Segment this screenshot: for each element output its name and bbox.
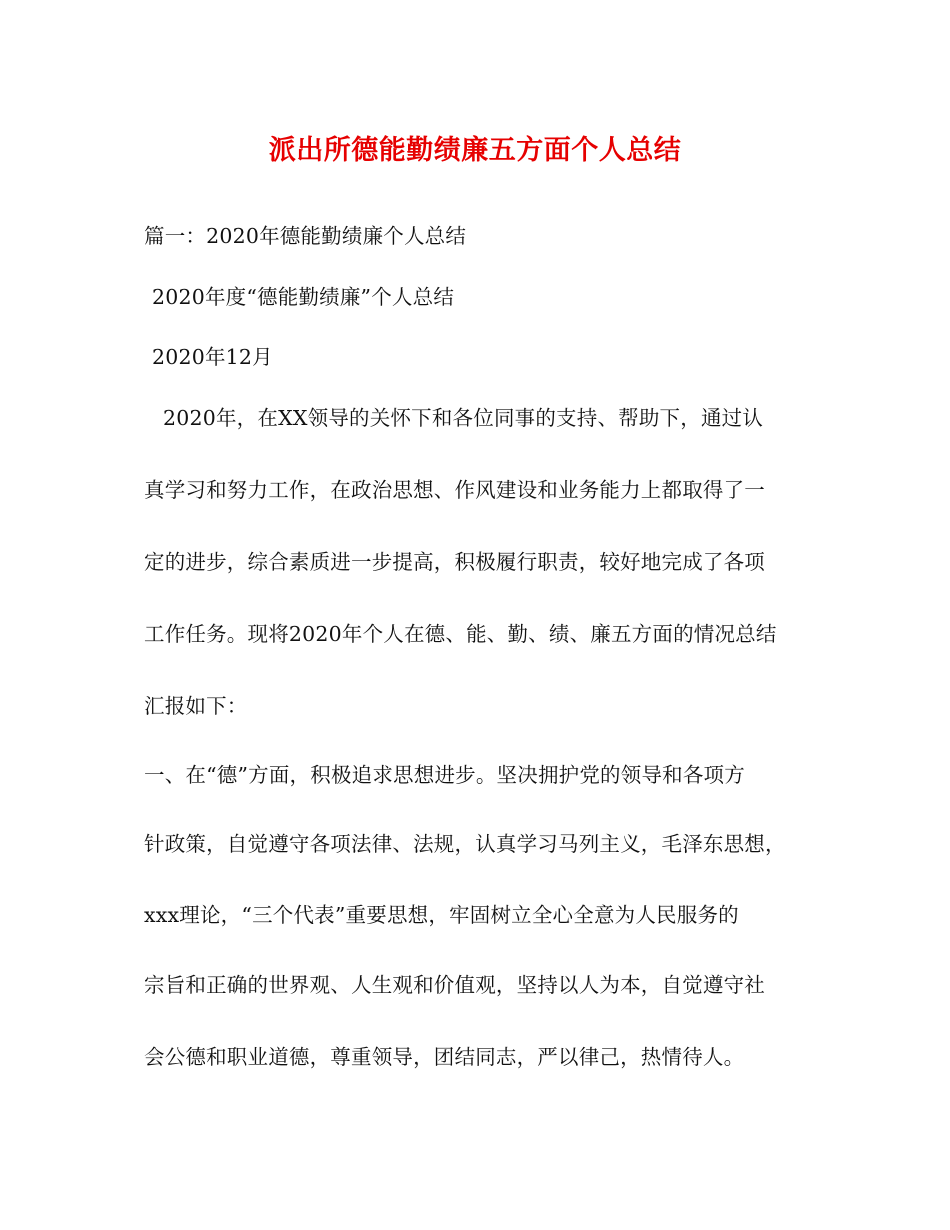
subtitle-line: 2020年度“德能勤绩廉”个人总结: [152, 285, 455, 309]
paragraph-line: 一、在“德”方面，积极追求思想进步。坚决拥护党的领导和各项方: [144, 763, 745, 787]
paragraph-line: 工作任务。现将2020年个人在德、能、勤、绩、廉五方面的情况总结: [144, 622, 777, 646]
paragraph-line: 2020年，在XX领导的关怀下和各位同事的支持、帮助下，通过认: [163, 406, 764, 430]
section-heading: 篇一：2020年德能勤绩廉个人总结: [144, 224, 467, 248]
paragraph-line: 汇报如下：: [144, 694, 248, 718]
document-title: 派出所德能勤绩廉五方面个人总结: [268, 135, 682, 166]
paragraph-line: 定的进步，综合素质进一步提高，积极履行职责，较好地完成了各项: [144, 550, 765, 574]
paragraph-line: 针政策，自觉遵守各项法律、法规，认真学习马列主义，毛泽东思想，: [144, 832, 786, 856]
paragraph-line: 会公德和职业道德，尊重领导，团结同志，严以律己，热情待人。: [144, 1045, 745, 1069]
paragraph-line: xxx理论，“三个代表”重要思想，牢固树立全心全意为人民服务的: [144, 903, 739, 927]
date-line: 2020年12月: [152, 345, 273, 369]
paragraph-line: 真学习和努力工作，在政治思想、作风建设和业务能力上都取得了一: [144, 478, 765, 502]
paragraph-line: 宗旨和正确的世界观、人生观和价值观，坚持以人为本，自觉遵守社: [144, 973, 765, 997]
